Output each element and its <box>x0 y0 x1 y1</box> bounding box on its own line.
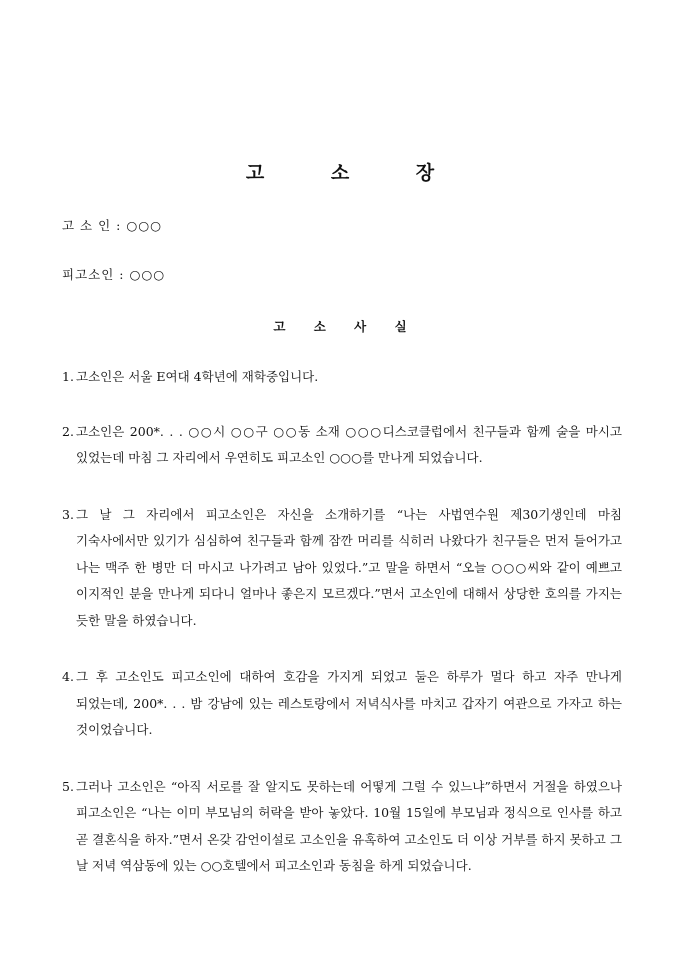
fact-text: 그러나 고소인은 “아직 서로를 잘 알지도 못하는데 어떻게 그럴 수 있느냐”하면서 거절을 하였으나 피고소인은 “나는 이미 부모님의 허락을 받아 놓았다. 10월 15일에 부모님과 정식으로 인사를 하고 곧 결혼식을 하자.”면서 온갖 감언이설로 고소인을 유혹하여 고소인도 더 이상 거부를 하지 못하고 그 날 저녁 역삼동에 있는 ○○호텔에서 피고소인과 동침을 하게 되었습니다. <box>76 778 622 873</box>
fact-text: 고소인은 200*. . . ○○시 ○○구 ○○동 소재 ○○○디스코클럽에서 친구들과 함께 술을 마시고 있었는데 마침 그 자리에서 우연히도 피고소인 ○○○를 만나게 되었습니다. <box>76 423 622 465</box>
accused-line: 피고소인 : ○○○ <box>62 267 166 282</box>
fact-number: 3. <box>62 506 74 522</box>
fact-item <box>62 774 622 880</box>
fact-number: 1. <box>62 369 74 384</box>
fact-number: 5. <box>62 778 74 794</box>
fact-item <box>62 419 622 472</box>
fact-text: 그 후 고소인도 피고소인에 대하여 호감을 가지게 되었고 둘은 하루가 멀다 하고 자주 만나게 되었는데, 200*. . . 밤 강남에 있는 레스토랑에서 저녁식사를 마치고 갑자기 여관으로 가자고 하는 것이었습니다. <box>76 669 622 737</box>
document-title: 고 소 장 <box>245 162 465 184</box>
fact-text: 고소인은 서울 E여대 4학년에 재학중입니다. <box>76 369 319 384</box>
fact-number: 4. <box>62 669 74 684</box>
section-heading: 고 소 사 실 <box>273 319 419 334</box>
fact-item <box>62 664 622 744</box>
fact-number: 2. <box>62 423 74 439</box>
fact-item <box>62 364 622 391</box>
fact-item <box>62 502 622 635</box>
complainant-line: 고 소 인 : ○○○ <box>62 218 163 233</box>
fact-text: 그 날 그 자리에서 피고소인은 자신을 소개하기를 “나는 사법연수원 제30기생인데 마침 기숙사에서만 있기가 심심하여 친구들과 함께 잠깐 머리를 식히러 나왔다가 친구들은 먼저 들어가고 나는 맥주 한 병만 더 마시고 나가려고 남아 있었다.”고 말을 하면서 “오늘 ○○○씨와 같이 예쁘고 이지적인 분을 만나게 되다니 얼마나 좋은지 모르겠다.”면서 고소인에 대해서 상당한 호의를 가지는 듯한 말을 하였습니다. <box>76 506 622 628</box>
facts-list <box>62 364 622 880</box>
